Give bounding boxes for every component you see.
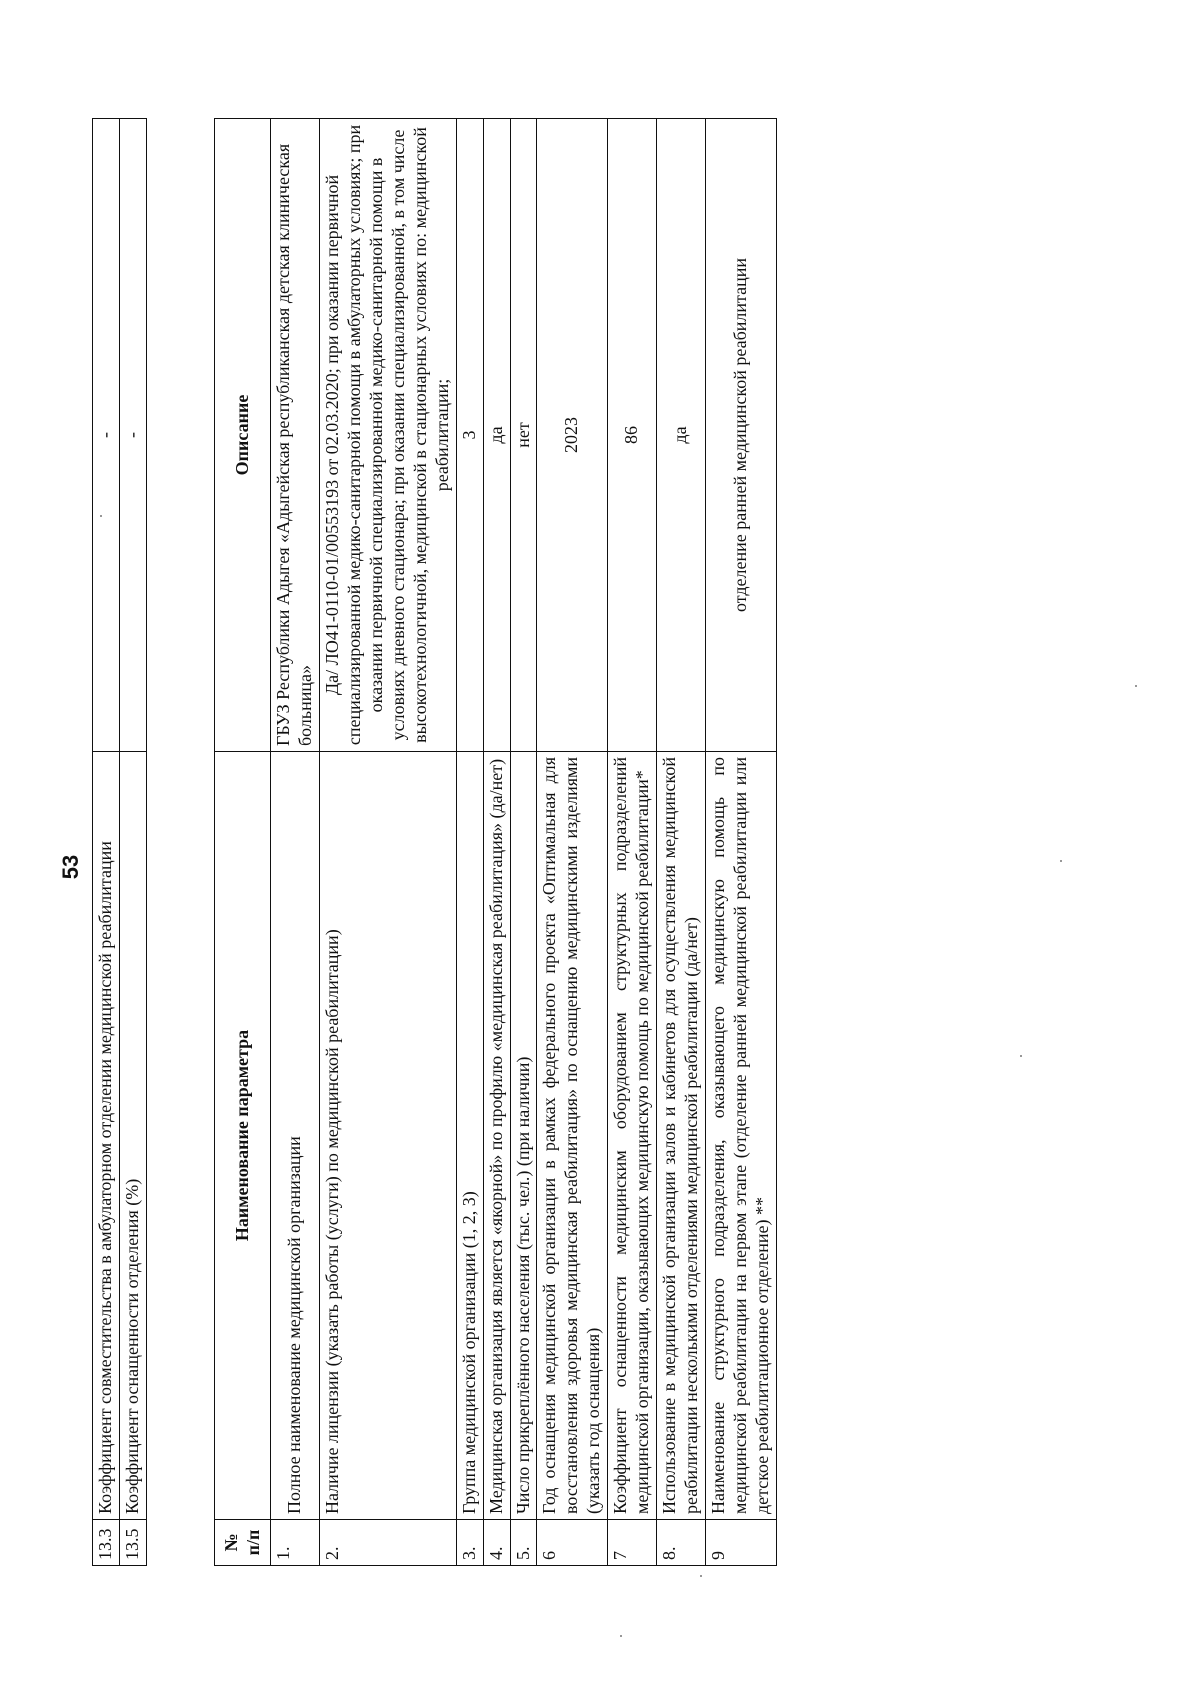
parameter-description: 86 xyxy=(608,119,657,752)
row-number: 8. xyxy=(657,1520,706,1566)
parameter-name: Коэффициент оснащенности отделения (%) xyxy=(119,752,146,1520)
parameter-name: Коэффициент оснащенности медицинским оборудованием структурных подразделений медицинской организации, оказывающих медицинскую помощь по медицинской реабилитации* xyxy=(608,752,657,1520)
parameter-description: да xyxy=(483,119,510,752)
parameter-description: 3 xyxy=(456,119,483,752)
row-number: 9 xyxy=(706,1520,777,1566)
parameter-name: Полное наименование медицинской организации xyxy=(271,752,320,1520)
row-number: 5. xyxy=(510,1520,537,1566)
table-row xyxy=(483,119,510,1566)
parameter-name: Наличие лицензии (указать работы (услуги) по медицинской реабилитации) xyxy=(319,752,456,1520)
table-row xyxy=(319,119,456,1566)
parameter-name: Использование в медицинской организации залов и кабинетов для осуществления медицинской реабилитации несколькими отделениями медицинской реабилитации (да/нет) xyxy=(657,752,706,1520)
parameter-name: Группа медицинской организации (1, 2, 3) xyxy=(456,752,483,1520)
parameter-description: Да/ ЛО41-0110-01/00553193 от 02.03.2020; при оказании первичной специализированной медико-санитарной помощи в амбулаторных условиях; при оказании первичной специализированной медико-санитарной помощи в условиях дневного стационара; при оказании специализированной, в том числе высокотехнологичной, медицинской в стационарных условиях по: медицинской реабилитации; xyxy=(319,119,456,752)
header-description: Описание xyxy=(215,119,271,752)
parameter-description: 2023 xyxy=(537,119,608,752)
scan-speck xyxy=(1135,685,1137,687)
page-number: 53 xyxy=(58,854,83,880)
scan-speck xyxy=(700,1575,702,1577)
row-number: 1. xyxy=(271,1520,320,1566)
table-row xyxy=(657,119,706,1566)
parameter-name: Медицинская организация является «якорной» по профилю «медицинская реабилитация» (да/нет) xyxy=(483,752,510,1520)
parameter-name: Число прикреплённого населения (тыс. чел.) (при наличии) xyxy=(510,752,537,1520)
parameter-description: да xyxy=(657,119,706,752)
row-number: 13.3 xyxy=(93,1520,120,1566)
table-row xyxy=(271,119,320,1566)
row-number: 3. xyxy=(456,1520,483,1566)
table-row xyxy=(706,119,777,1566)
parameter-description: отделение ранней медицинской реабилитации xyxy=(706,119,777,752)
table-row xyxy=(119,119,146,1566)
scan-speck xyxy=(1060,860,1062,862)
table-header-row xyxy=(215,119,271,1566)
row-number: 7 xyxy=(608,1520,657,1566)
table-coefficients xyxy=(92,118,147,1566)
table-row xyxy=(456,119,483,1566)
parameter-name: Год оснащения медицинской организации в рамках федерального проекта «Оптимальная для восстановления здоровья медицинская реабилитация» по оснащению медицинскими изделиями (указать год оснащения) xyxy=(537,752,608,1520)
scan-speck xyxy=(1020,1055,1022,1057)
row-number: 4. xyxy=(483,1520,510,1566)
table-row xyxy=(537,119,608,1566)
table-row xyxy=(608,119,657,1566)
scan-speck xyxy=(100,515,102,517)
scan-speck xyxy=(620,1635,622,1637)
table-row xyxy=(510,119,537,1566)
row-number: 6 xyxy=(537,1520,608,1566)
parameter-value: - xyxy=(93,119,120,752)
parameter-description: ГБУЗ Республики Адыгея «Адыгейская республиканская детская клиническая больница» xyxy=(271,119,320,752)
row-number: 2. xyxy=(319,1520,456,1566)
header-parameter-name: Наименование параметра xyxy=(215,752,271,1520)
parameter-value: - xyxy=(119,119,146,752)
header-number: № п/п xyxy=(215,1520,271,1566)
parameter-description: нет xyxy=(510,119,537,752)
table-row xyxy=(93,119,120,1566)
parameter-name: Наименование структурного подразделения, оказывающего медицинскую помощь по медицинской реабилитации на первом этапе (отделение ранней медицинской реабилитации или детское реабилитационное отделение) ** xyxy=(706,752,777,1520)
row-number: 13.5 xyxy=(119,1520,146,1566)
table-parameters xyxy=(214,118,777,1566)
parameter-name: Коэффициент совместительства в амбулаторном отделении медицинской реабилитации xyxy=(93,752,120,1520)
